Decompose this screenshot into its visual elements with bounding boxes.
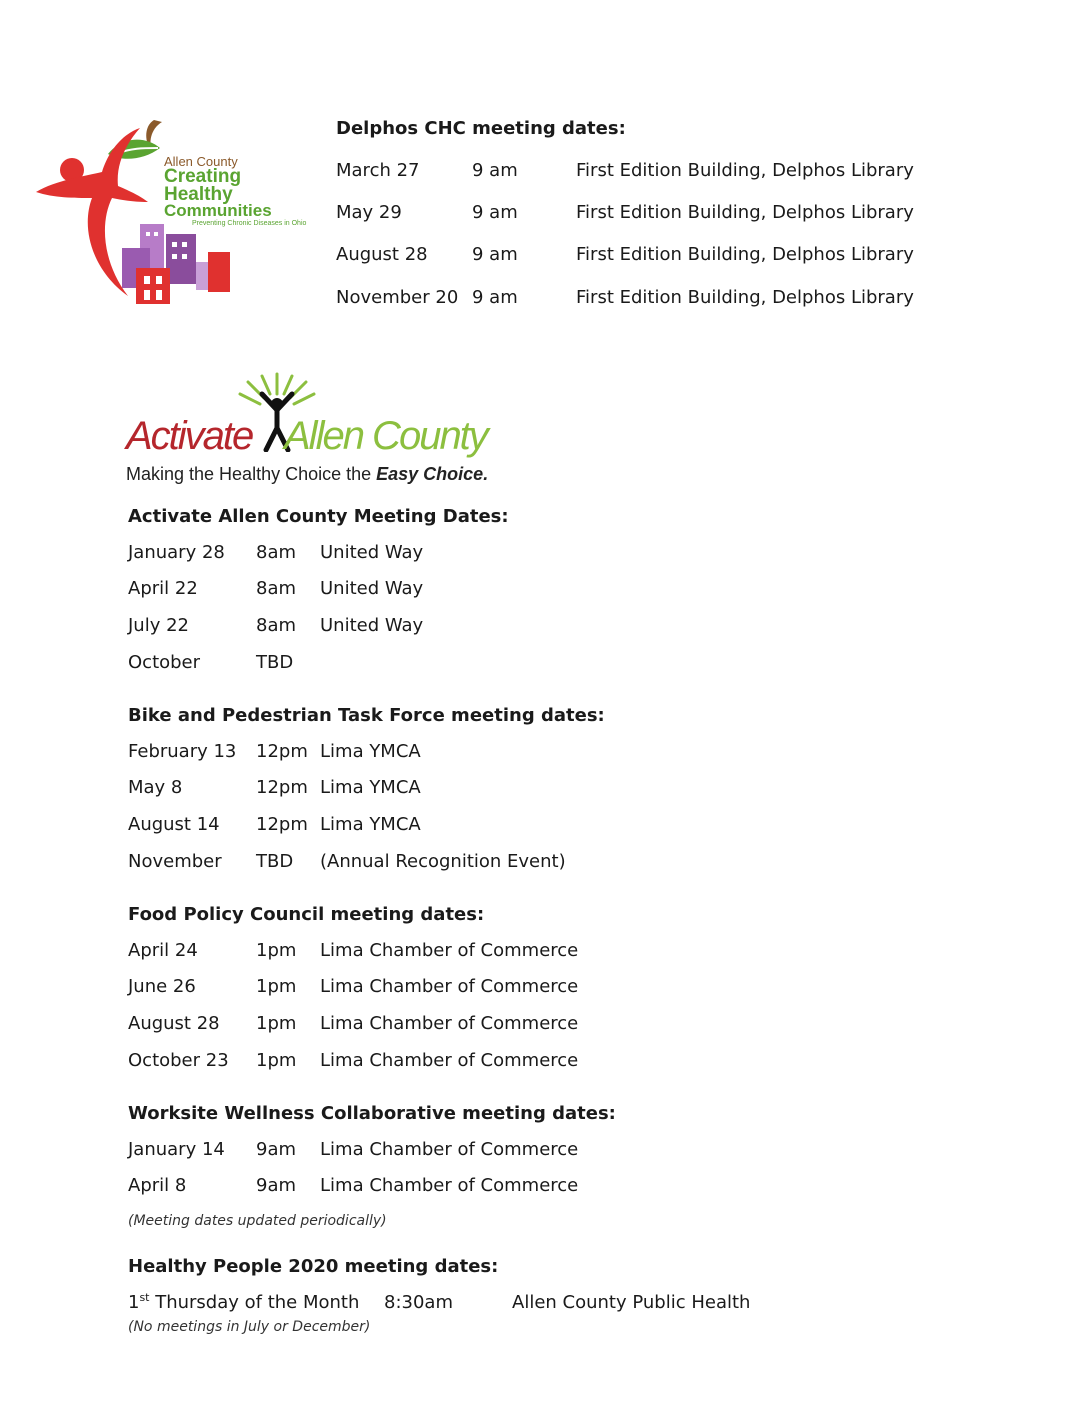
activate-place: United Way	[320, 578, 424, 599]
bike-time: TBD	[256, 851, 294, 872]
hp2020-date-suffix: st	[139, 1291, 150, 1304]
delphos-time: 9 am	[472, 202, 518, 223]
chc-tagline: Preventing Chronic Diseases in Ohio	[192, 220, 307, 227]
bike-date: May 8	[128, 777, 183, 798]
food-place: Lima Chamber of Commerce	[320, 940, 579, 961]
food-place: Lima Chamber of Commerce	[320, 976, 579, 997]
delphos-date: August 28	[336, 244, 428, 265]
delphos-header: Delphos CHC meeting dates:	[336, 118, 626, 139]
worksite-date: April 8	[128, 1175, 187, 1196]
bike-time: 12pm	[256, 741, 308, 762]
chc-county: Allen County	[164, 154, 238, 169]
bike-place: (Annual Recognition Event)	[320, 851, 566, 872]
worksite-place: Lima Chamber of Commerce	[320, 1175, 579, 1196]
activate-time: TBD	[256, 652, 294, 673]
activate-time: 8am	[256, 542, 297, 563]
activate-word1: Activate	[126, 414, 253, 458]
activate-word2: Allen County	[284, 414, 487, 458]
activate-date: October	[128, 652, 201, 673]
hp2020-place: Allen County Public Health	[512, 1292, 751, 1313]
food-time: 1pm	[256, 940, 297, 961]
activate-date: January 28	[128, 542, 225, 563]
worksite-time: 9am	[256, 1139, 297, 1160]
worksite-place: Lima Chamber of Commerce	[320, 1139, 579, 1160]
bike-header: Bike and Pedestrian Task Force meeting dates:	[128, 705, 605, 726]
chc-line3: Communities	[164, 201, 272, 220]
bike-place: Lima YMCA	[320, 814, 421, 835]
activate-time: 8am	[256, 615, 297, 636]
delphos-place: First Edition Building, Delphos Library	[576, 244, 914, 265]
hp2020-date-text: Thursday of the Month	[149, 1292, 360, 1313]
food-date: August 28	[128, 1013, 220, 1034]
food-header: Food Policy Council meeting dates:	[128, 904, 485, 925]
food-time: 1pm	[256, 976, 297, 997]
bike-time: 12pm	[256, 814, 308, 835]
activate-place: United Way	[320, 615, 424, 636]
food-place: Lima Chamber of Commerce	[320, 1050, 579, 1071]
delphos-time: 9 am	[472, 244, 518, 265]
delphos-place: First Edition Building, Delphos Library	[576, 202, 914, 223]
food-date: June 26	[128, 976, 196, 997]
delphos-time: 9 am	[472, 160, 518, 181]
hp2020-date-number: 1	[128, 1292, 140, 1313]
bike-time: 12pm	[256, 777, 308, 798]
hp2020-header: Healthy People 2020 meeting dates:	[128, 1256, 499, 1277]
food-date: October 23	[128, 1050, 229, 1071]
hp2020-time: 8:30am	[384, 1292, 453, 1313]
hp2020-date	[128, 1292, 359, 1314]
bike-place: Lima YMCA	[320, 777, 421, 798]
delphos-place: First Edition Building, Delphos Library	[576, 287, 914, 308]
food-time: 1pm	[256, 1050, 297, 1071]
worksite-note: (Meeting dates updated periodically)	[128, 1213, 387, 1229]
worksite-date: January 14	[128, 1139, 225, 1160]
chc-line1: Creating	[164, 166, 242, 187]
delphos-date: March 27	[336, 160, 420, 181]
activate-tagline-plain: Making the Healthy Choice the	[126, 464, 377, 484]
delphos-time: 9 am	[472, 287, 518, 308]
bike-date: August 14	[128, 814, 220, 835]
hp2020-note: (No meetings in July or December)	[128, 1319, 371, 1335]
activate-place: United Way	[320, 542, 424, 563]
activate-date: July 22	[128, 615, 189, 636]
bike-date: November	[128, 851, 222, 872]
bike-date: February 13	[128, 741, 237, 762]
worksite-time: 9am	[256, 1175, 297, 1196]
delphos-date: May 29	[336, 202, 402, 223]
activate-logo	[126, 372, 526, 490]
worksite-header: Worksite Wellness Collaborative meeting dates:	[128, 1103, 616, 1124]
bike-place: Lima YMCA	[320, 741, 421, 762]
delphos-place: First Edition Building, Delphos Library	[576, 160, 914, 181]
activate-header: Activate Allen County Meeting Dates:	[128, 506, 509, 527]
activate-time: 8am	[256, 578, 297, 599]
chc-logo	[36, 112, 326, 312]
delphos-date: November 20	[336, 287, 459, 308]
activate-date: April 22	[128, 578, 198, 599]
activate-tagline-emphasis: Easy Choice.	[376, 464, 489, 484]
activate-tagline	[126, 464, 488, 485]
food-date: April 24	[128, 940, 198, 961]
chc-line2: Healthy	[164, 184, 233, 205]
food-time: 1pm	[256, 1013, 297, 1034]
food-place: Lima Chamber of Commerce	[320, 1013, 579, 1034]
